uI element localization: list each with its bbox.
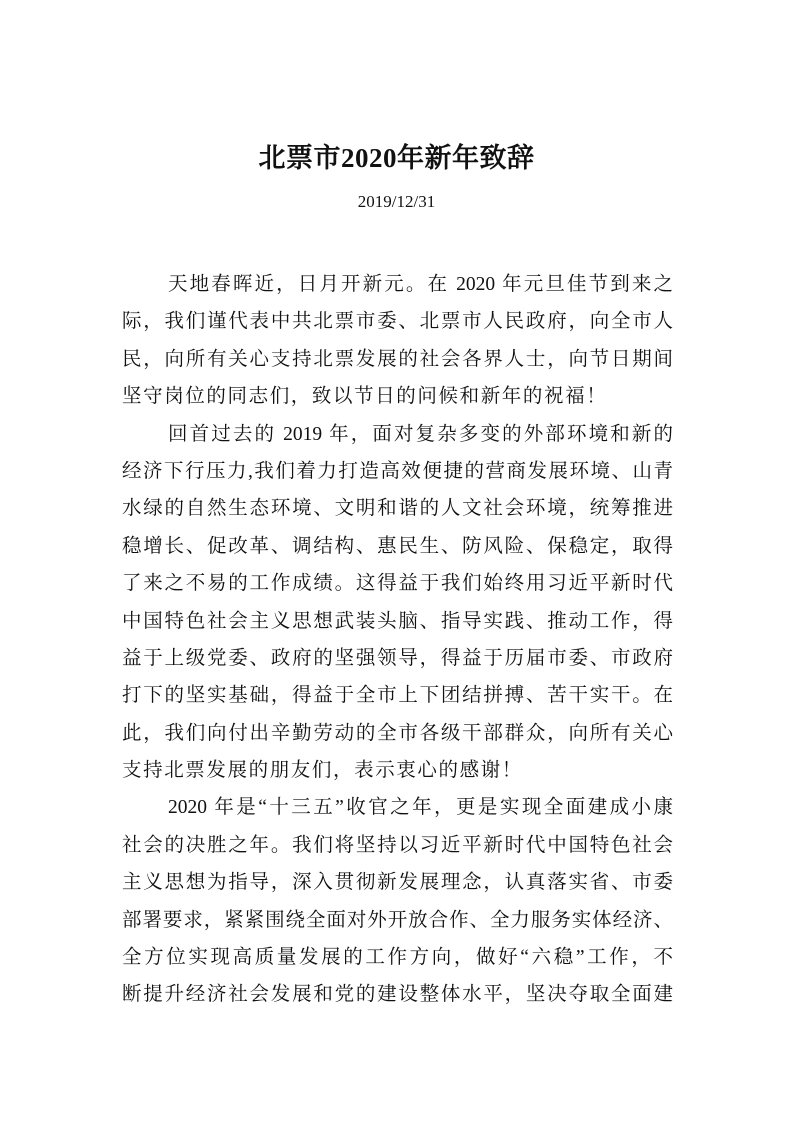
paragraph-1 (122, 266, 673, 416)
text-line: 断提升经济社会发展和党的建设整体水平，坚决夺取全面建 (122, 984, 673, 1006)
text-line: 部署要求，紧紧围绕全面对外开放合作、全力服务实体经济、 (122, 909, 673, 931)
text-line: 天地春晖近，日月开新元。在 2020 年元旦佳节到来之 (168, 274, 673, 295)
text-line: 了来之不易的工作成绩。这得益于我们始终用习近平新时代 (122, 573, 673, 595)
text-line: 经济下行压力,我们着力打造高效便捷的营商发展环境、山青 (122, 460, 673, 482)
text-line: 际，我们谨代表中共北票市委、北票市人民政府，向全市人 (122, 311, 673, 333)
text-line: 2020 年是“十三五”收官之年，更是实现全面建成小康 (168, 797, 673, 819)
text-line: 中国特色社会主义思想武装头脑、指导实践、推动工作，得 (122, 610, 673, 632)
text-line: 支持北票发展的朋友们，表示衷心的感谢！ (122, 760, 523, 782)
document-date: 2019/12/31 (357, 192, 436, 211)
text-line: 此，我们向付出辛勤劳动的全市各级干部群众，向所有关心 (122, 722, 673, 744)
document-body (122, 266, 673, 1014)
text-line: 稳增长、促改革、调结构、惠民生、防风险、保稳定，取得 (122, 535, 673, 557)
paragraph-2 (122, 416, 673, 790)
document-title: 北票市2020年新年致辞 (258, 143, 535, 173)
text-line: 坚守岗位的同志们，致以节日的问候和新年的祝福！ (122, 386, 608, 408)
text-line: 水绿的自然生态环境、文明和谐的人文社会环境，统筹推进 (122, 498, 673, 520)
text-line: 打下的坚实基础，得益于全市上下团结拼搏、苦干实干。在 (122, 685, 673, 707)
text-line: 民，向所有关心支持北票发展的社会各界人士，向节日期间 (122, 348, 673, 370)
text-line: 主义思想为指导，深入贯彻新发展理念，认真落实省、市委 (122, 872, 673, 894)
paragraph-3 (122, 789, 673, 1013)
text-line: 全方位实现高质量发展的工作方向，做好“六稳”工作，不 (122, 947, 673, 969)
text-line: 社会的决胜之年。我们将坚持以习近平新时代中国特色社会 (122, 834, 673, 856)
text-line: 回首过去的 2019 年，面对复杂多变的外部环境和新的 (168, 423, 673, 445)
text-line: 益于上级党委、政府的坚强领导，得益于历届市委、市政府 (122, 647, 673, 669)
